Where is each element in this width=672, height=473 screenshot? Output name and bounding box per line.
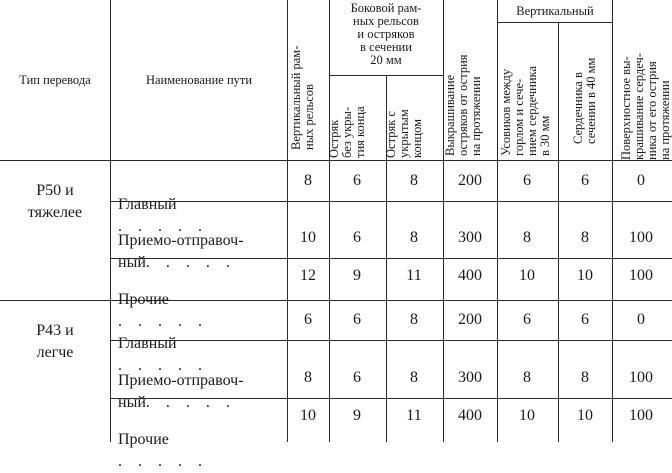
header-side-a: Остряк без укры- тия конца [327,106,367,158]
row-name-text: Главный [118,335,177,352]
value-cell: 10 [519,407,535,424]
value-cell: 8 [304,369,312,386]
value-cell: 10 [300,407,316,424]
value-cell: 6 [581,311,589,328]
value-cell: 100 [629,369,653,386]
row-leader-dots: . . . . . [145,394,236,411]
col-divider [612,0,613,442]
value-cell: 8 [581,229,589,246]
value-cell: 8 [523,229,531,246]
value-cell: 300 [458,229,482,246]
value-cell: 6 [353,229,361,246]
row-name-text: Главный [118,196,177,213]
header-type: Тип перевода [19,73,91,87]
value-cell: 10 [300,229,316,246]
col-divider [558,22,559,442]
vertical-group-rule [497,22,612,23]
value-cell: 0 [637,311,645,328]
value-cell: 6 [581,172,589,189]
row-name-text: Приемо-отправоч- ный [118,232,244,271]
value-cell: 400 [458,407,482,424]
value-cell: 300 [458,369,482,386]
col-divider [497,0,498,442]
value-cell: 6 [353,172,361,189]
value-cell: 8 [304,172,312,189]
value-cell: 8 [523,369,531,386]
value-cell: 6 [304,311,312,328]
value-cell: 200 [458,172,482,189]
header-planing: Выкрашивание остряков от острия на протяжении [443,54,483,156]
value-cell: 100 [629,229,653,246]
row-leader-dots: . . . . . [118,218,208,235]
value-cell: 200 [458,311,482,328]
row-name-text: Прочие [118,431,169,448]
value-cell: 8 [410,172,418,189]
value-cell: 9 [353,407,361,424]
group-separator [0,300,672,301]
value-cell: 11 [406,267,422,284]
value-cell: 6 [353,311,361,328]
value-cell: 10 [577,267,593,284]
value-cell: 6 [523,311,531,328]
value-cell: 12 [300,267,316,284]
value-cell: 400 [458,267,482,284]
header-vertical-group: Вертикальный [516,4,594,18]
header-vert-b: Сердечника в сечении в 40 мм [571,57,598,144]
header-vert-rails: Вертикальный рам- ных рельсов [289,45,316,150]
value-cell: 100 [629,267,653,284]
value-cell: 8 [410,229,418,246]
row-name [118,407,208,473]
value-cell: 8 [410,311,418,328]
col-divider [329,0,330,442]
value-cell: 6 [353,369,361,386]
row-name [118,348,244,414]
header-vert-a: Усовиков между горлом и сече- нием сердечника в 30 мм [499,66,552,156]
value-cell: 10 [519,267,535,284]
row-name [118,208,244,274]
col-divider [110,0,111,442]
row-leader-dots: . . . . . [145,254,236,271]
header-side-group: Боковой рам- ных рельсов и остряков в сечении 20 мм [350,1,422,67]
header-surface: Поверхностное вы- крашивание сердеч- ника от его острия на протяжении [619,53,672,160]
header-name: Наименование пути [145,73,253,87]
header-side-b: Остряк с укрытым концом [384,109,424,158]
value-cell: 9 [353,267,361,284]
header-bottom-rule [0,160,672,161]
group-type: Р43 и легче [36,322,74,361]
group-type: Р50 и тяжелее [27,182,83,221]
value-cell: 0 [637,172,645,189]
value-cell: 11 [406,407,422,424]
row-name-text: Прочие [118,291,169,308]
row-leader-dots: . . . . . [118,453,208,470]
row-name-text: Приемо-отправоч- ный [118,372,244,411]
value-cell: 8 [410,369,418,386]
value-cell: 100 [629,407,653,424]
value-cell: 6 [523,172,531,189]
row-leader-dots: . . . . . [118,357,208,374]
value-cell: 10 [577,407,593,424]
value-cell: 8 [581,369,589,386]
row-leader-dots: . . . . . [118,313,208,330]
